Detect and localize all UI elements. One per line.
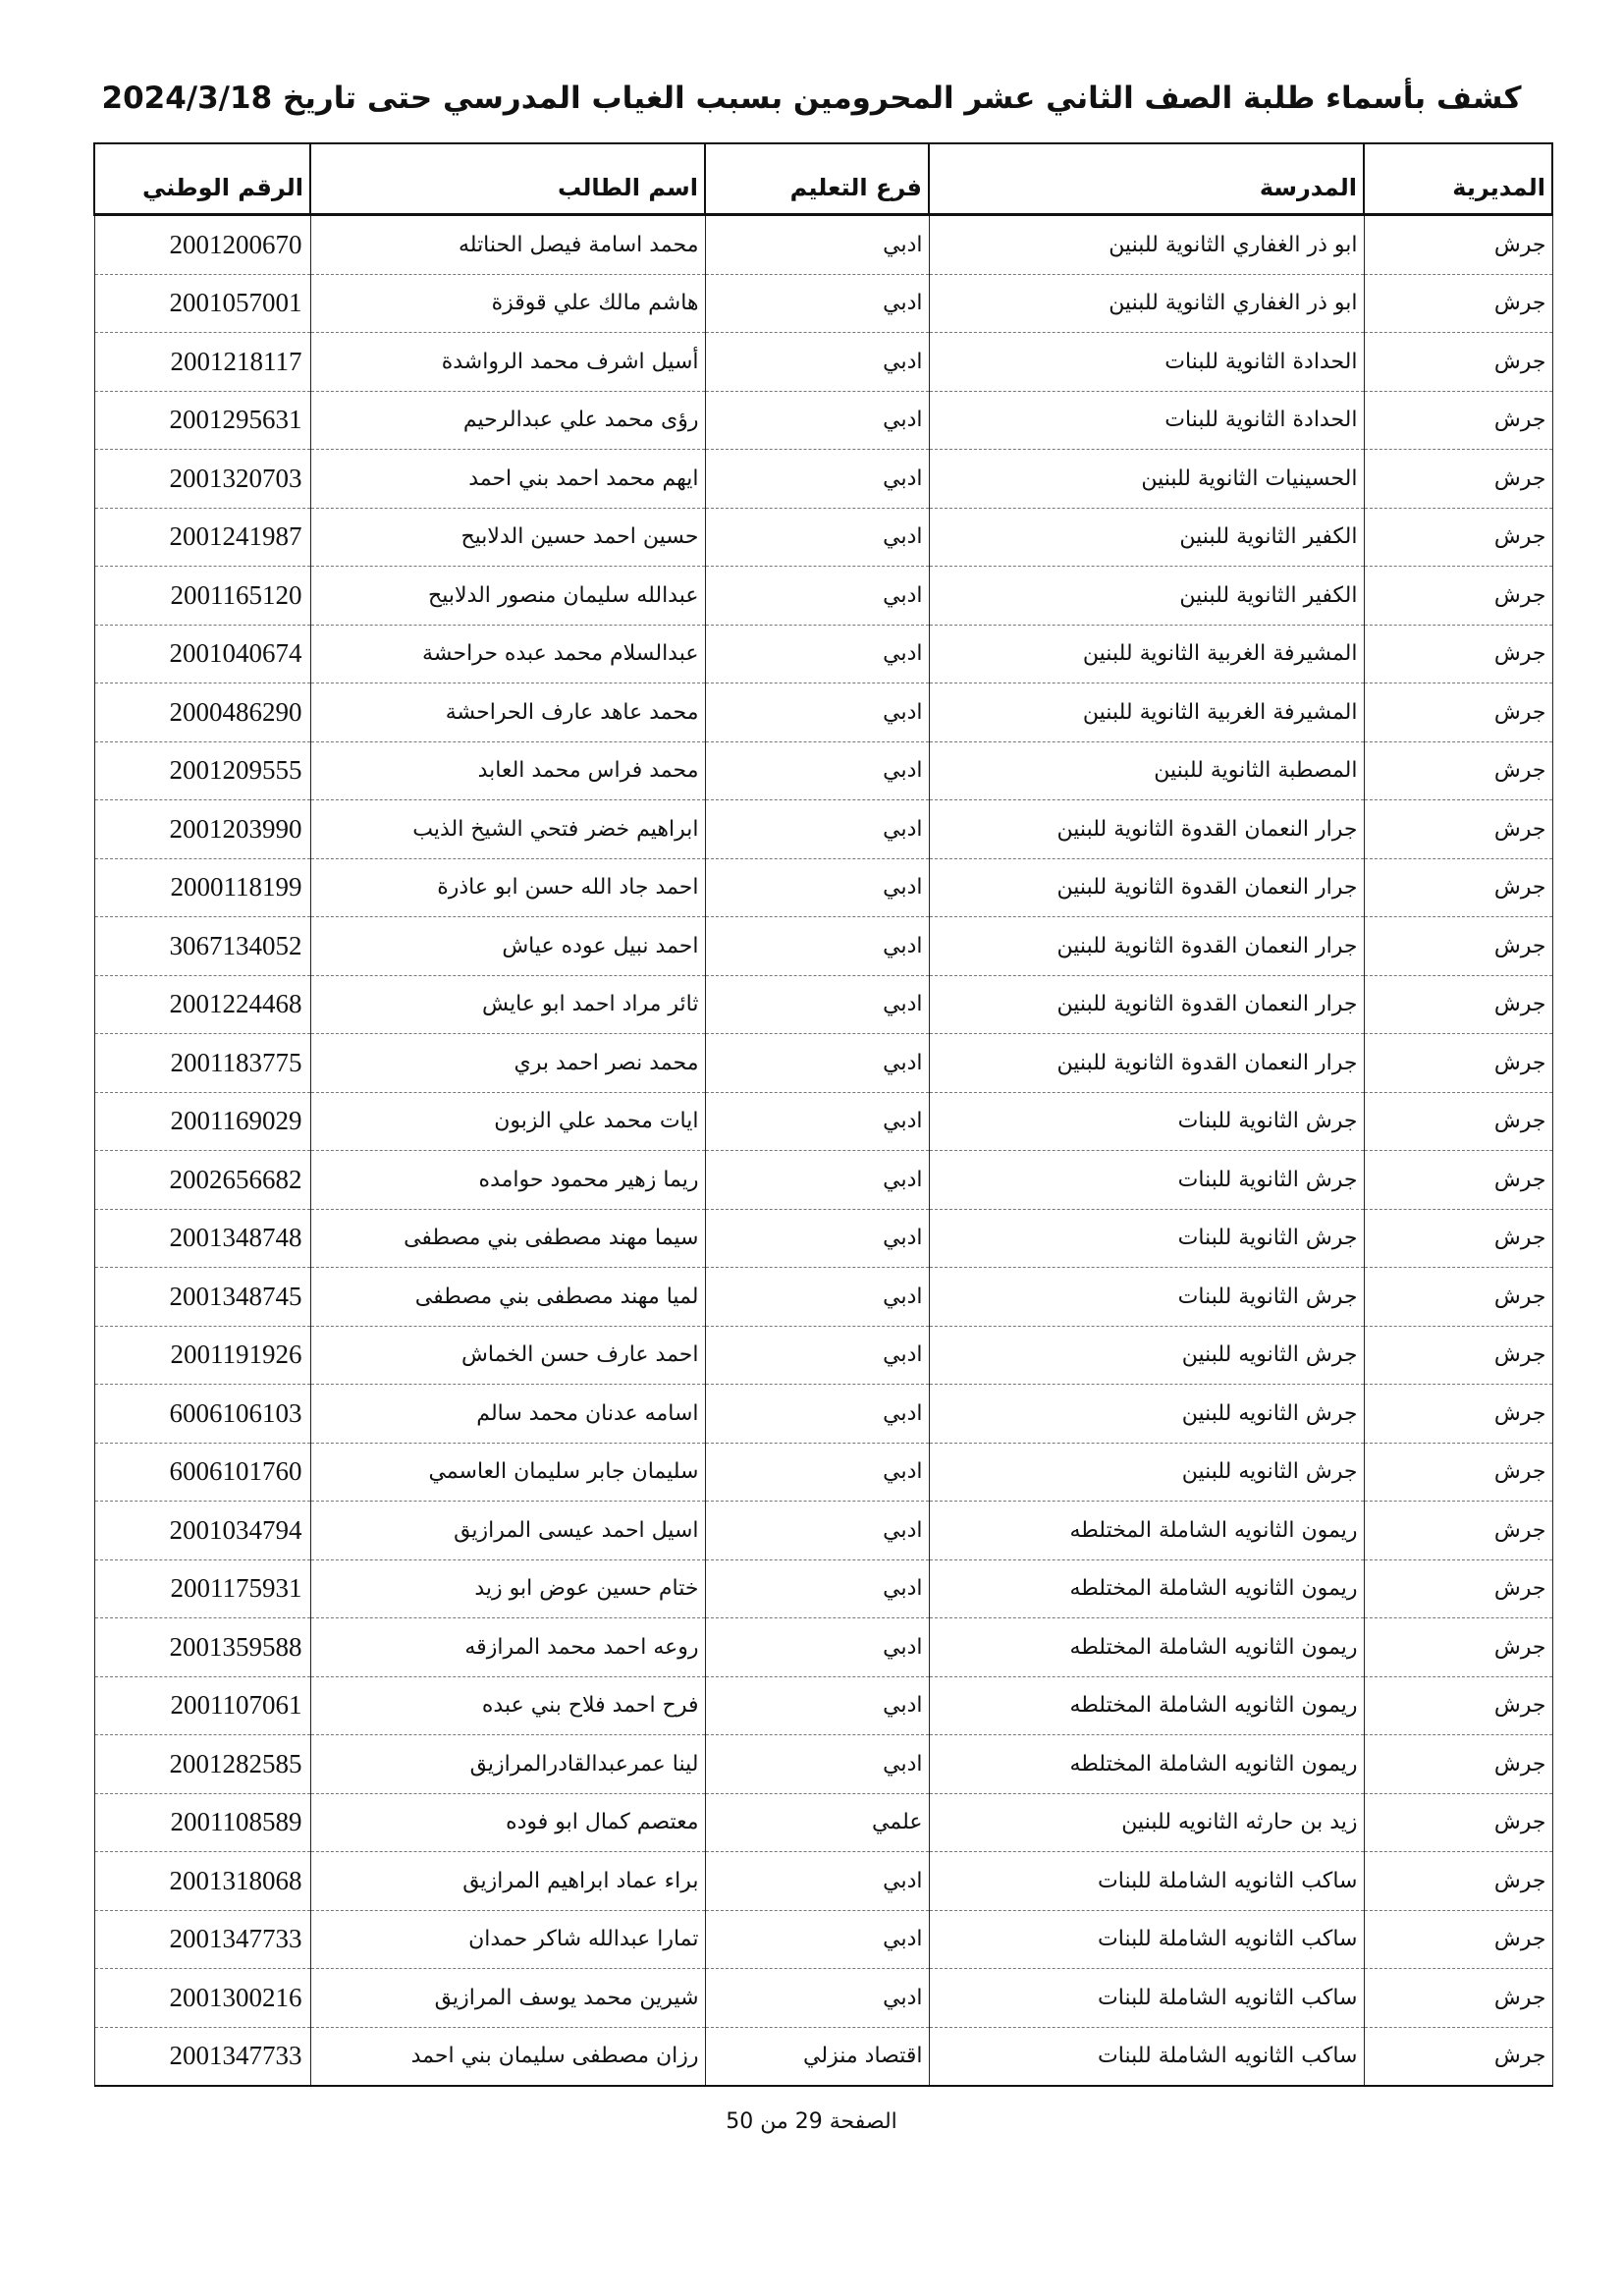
table-row bbox=[94, 975, 1552, 1034]
header-student-name: اسم الطالب bbox=[310, 143, 705, 215]
cell-school: جرش الثانوية للبنات bbox=[929, 1268, 1364, 1327]
cell-national-id: 6006106103 bbox=[94, 1385, 310, 1444]
table-row bbox=[94, 508, 1552, 567]
cell-national-id: 2001040674 bbox=[94, 625, 310, 683]
cell-branch: ادبي bbox=[705, 1910, 929, 1969]
cell-branch: ادبي bbox=[705, 1559, 929, 1618]
cell-national-id: 2001224468 bbox=[94, 975, 310, 1034]
cell-student-name: عبدالله سليمان منصور الدلابيح bbox=[310, 567, 705, 626]
cell-student-name: احمد عارف حسن الخماش bbox=[310, 1326, 705, 1385]
cell-school: الحسينيات الثانوية للبنين bbox=[929, 450, 1364, 509]
cell-branch: ادبي bbox=[705, 1209, 929, 1268]
cell-directorate: جرش bbox=[1364, 1735, 1552, 1794]
cell-national-id: 3067134052 bbox=[94, 917, 310, 976]
cell-directorate: جرش bbox=[1364, 1910, 1552, 1969]
cell-national-id: 2001348745 bbox=[94, 1268, 310, 1327]
page-number: الصفحة 29 من 50 bbox=[726, 2109, 897, 2134]
cell-national-id: 2001203990 bbox=[94, 800, 310, 859]
cell-branch: ادبي bbox=[705, 858, 929, 917]
cell-directorate: جرش bbox=[1364, 1092, 1552, 1151]
table-row bbox=[94, 1268, 1552, 1327]
table-body bbox=[94, 215, 1552, 2087]
cell-student-name: احمد جاد الله حسن ابو عاذرة bbox=[310, 858, 705, 917]
cell-school: جرار النعمان القدوة الثانوية للبنين bbox=[929, 917, 1364, 976]
cell-branch: ادبي bbox=[705, 1502, 929, 1560]
cell-school: جرار النعمان القدوة الثانوية للبنين bbox=[929, 1034, 1364, 1093]
cell-national-id: 2001107061 bbox=[94, 1676, 310, 1735]
cell-directorate: جرش bbox=[1364, 2027, 1552, 2086]
cell-directorate: جرش bbox=[1364, 800, 1552, 859]
cell-branch: ادبي bbox=[705, 567, 929, 626]
cell-student-name: محمد اسامة فيصل الحناتله bbox=[310, 215, 705, 275]
cell-national-id: 2001200670 bbox=[94, 215, 310, 275]
cell-directorate: جرش bbox=[1364, 917, 1552, 976]
cell-student-name: محمد نصر احمد بري bbox=[310, 1034, 705, 1093]
cell-directorate: جرش bbox=[1364, 858, 1552, 917]
cell-school: ابو ذر الغفاري الثانوية للبنين bbox=[929, 274, 1364, 333]
cell-student-name: اسامه عدنان محمد سالم bbox=[310, 1385, 705, 1444]
table-row bbox=[94, 2027, 1552, 2086]
cell-branch: ادبي bbox=[705, 508, 929, 567]
cell-directorate: جرش bbox=[1364, 1969, 1552, 2028]
cell-directorate: جرش bbox=[1364, 975, 1552, 1034]
cell-directorate: جرش bbox=[1364, 1793, 1552, 1852]
table-row bbox=[94, 741, 1552, 800]
cell-school: زيد بن حارثه الثانويه للبنين bbox=[929, 1793, 1364, 1852]
cell-national-id: 2001034794 bbox=[94, 1502, 310, 1560]
table-row bbox=[94, 1676, 1552, 1735]
cell-directorate: جرش bbox=[1364, 391, 1552, 450]
cell-student-name: لميا مهند مصطفى بني مصطفى bbox=[310, 1268, 705, 1327]
cell-national-id: 2001175931 bbox=[94, 1559, 310, 1618]
cell-student-name: فرح احمد فلاح بني عبده bbox=[310, 1676, 705, 1735]
cell-student-name: اسيل احمد عيسى المرازيق bbox=[310, 1502, 705, 1560]
table-row bbox=[94, 1209, 1552, 1268]
cell-school: ريمون الثانويه الشاملة المختلطه bbox=[929, 1676, 1364, 1735]
cell-branch: ادبي bbox=[705, 741, 929, 800]
cell-directorate: جرش bbox=[1364, 1209, 1552, 1268]
cell-school: جرش الثانويه للبنين bbox=[929, 1385, 1364, 1444]
table-row bbox=[94, 1852, 1552, 1911]
cell-branch: ادبي bbox=[705, 917, 929, 976]
cell-school: ساكب الثانويه الشاملة للبنات bbox=[929, 1852, 1364, 1911]
header-directorate: المديرية bbox=[1364, 143, 1552, 215]
cell-school: جرار النعمان القدوة الثانوية للبنين bbox=[929, 800, 1364, 859]
cell-directorate: جرش bbox=[1364, 1852, 1552, 1911]
table-row bbox=[94, 391, 1552, 450]
cell-student-name: لينا عمرعبدالقادرالمرازيق bbox=[310, 1735, 705, 1794]
cell-school: ريمون الثانويه الشاملة المختلطه bbox=[929, 1618, 1364, 1677]
cell-national-id: 2000118199 bbox=[94, 858, 310, 917]
cell-national-id: 2001108589 bbox=[94, 1793, 310, 1852]
cell-student-name: معتصم كمال ابو فوده bbox=[310, 1793, 705, 1852]
page-title: كشف بأسماء طلبة الصف الثاني عشر المحرومين بسبب الغياب المدرسي حتى تاريخ 2024/3/18 bbox=[101, 81, 1522, 116]
cell-branch: ادبي bbox=[705, 1268, 929, 1327]
cell-branch: ادبي bbox=[705, 1969, 929, 2028]
cell-national-id: 2001300216 bbox=[94, 1969, 310, 2028]
header-branch: فرع التعليم bbox=[705, 143, 929, 215]
cell-directorate: جرش bbox=[1364, 1151, 1552, 1210]
cell-national-id: 2001359588 bbox=[94, 1618, 310, 1677]
cell-national-id: 2001191926 bbox=[94, 1326, 310, 1385]
cell-directorate: جرش bbox=[1364, 1559, 1552, 1618]
cell-branch: ادبي bbox=[705, 333, 929, 392]
cell-student-name: ابراهيم خضر فتحي الشيخ الذيب bbox=[310, 800, 705, 859]
cell-branch: علمي bbox=[705, 1793, 929, 1852]
cell-branch: ادبي bbox=[705, 1151, 929, 1210]
cell-directorate: جرش bbox=[1364, 1326, 1552, 1385]
cell-national-id: 2001318068 bbox=[94, 1852, 310, 1911]
table-row bbox=[94, 1034, 1552, 1093]
cell-national-id: 2000486290 bbox=[94, 683, 310, 742]
cell-national-id: 2001183775 bbox=[94, 1034, 310, 1093]
table-row bbox=[94, 625, 1552, 683]
table-row bbox=[94, 1559, 1552, 1618]
cell-student-name: براء عماد ابراهيم المرازيق bbox=[310, 1852, 705, 1911]
table-row bbox=[94, 1793, 1552, 1852]
cell-branch: ادبي bbox=[705, 683, 929, 742]
table-row bbox=[94, 333, 1552, 392]
cell-student-name: سليمان جابر سليمان العاسمي bbox=[310, 1443, 705, 1502]
cell-school: الحدادة الثانوية للبنات bbox=[929, 333, 1364, 392]
cell-school: جرش الثانوية للبنات bbox=[929, 1209, 1364, 1268]
cell-school: جرار النعمان القدوة الثانوية للبنين bbox=[929, 858, 1364, 917]
table-row bbox=[94, 1618, 1552, 1677]
cell-national-id: 2001295631 bbox=[94, 391, 310, 450]
header-school: المدرسة bbox=[929, 143, 1364, 215]
cell-student-name: محمد عاهد عارف الحراحشة bbox=[310, 683, 705, 742]
cell-student-name: احمد نبيل عوده عياش bbox=[310, 917, 705, 976]
table-row bbox=[94, 567, 1552, 626]
table-row bbox=[94, 1910, 1552, 1969]
cell-branch: ادبي bbox=[705, 450, 929, 509]
cell-student-name: شيرين محمد يوسف المرازيق bbox=[310, 1969, 705, 2028]
cell-national-id: 2001209555 bbox=[94, 741, 310, 800]
cell-branch: ادبي bbox=[705, 1385, 929, 1444]
table-row bbox=[94, 800, 1552, 859]
cell-branch: ادبي bbox=[705, 1443, 929, 1502]
cell-student-name: ختام حسين عوض ابو زيد bbox=[310, 1559, 705, 1618]
cell-branch: ادبي bbox=[705, 1034, 929, 1093]
cell-directorate: جرش bbox=[1364, 274, 1552, 333]
cell-national-id: 2002656682 bbox=[94, 1151, 310, 1210]
cell-branch: ادبي bbox=[705, 975, 929, 1034]
cell-directorate: جرش bbox=[1364, 1676, 1552, 1735]
table-row bbox=[94, 1326, 1552, 1385]
cell-student-name: هاشم مالك علي قوقزة bbox=[310, 274, 705, 333]
cell-school: ابو ذر الغفاري الثانوية للبنين bbox=[929, 215, 1364, 275]
cell-school: جرش الثانويه للبنين bbox=[929, 1443, 1364, 1502]
cell-directorate: جرش bbox=[1364, 1385, 1552, 1444]
table-row bbox=[94, 917, 1552, 976]
cell-branch: ادبي bbox=[705, 1676, 929, 1735]
cell-branch: ادبي bbox=[705, 1092, 929, 1151]
cell-school: جرش الثانويه للبنين bbox=[929, 1326, 1364, 1385]
cell-national-id: 2001169029 bbox=[94, 1092, 310, 1151]
cell-branch: ادبي bbox=[705, 1618, 929, 1677]
cell-student-name: ريما زهير محمود حوامده bbox=[310, 1151, 705, 1210]
cell-student-name: ثائر مراد احمد ابو عايش bbox=[310, 975, 705, 1034]
cell-school: جرش الثانوية للبنات bbox=[929, 1151, 1364, 1210]
cell-school: الحدادة الثانوية للبنات bbox=[929, 391, 1364, 450]
cell-national-id: 2001282585 bbox=[94, 1735, 310, 1794]
cell-student-name: أسيل اشرف محمد الرواشدة bbox=[310, 333, 705, 392]
cell-school: ريمون الثانويه الشاملة المختلطه bbox=[929, 1559, 1364, 1618]
table-row bbox=[94, 1151, 1552, 1210]
cell-school: جرار النعمان القدوة الثانوية للبنين bbox=[929, 975, 1364, 1034]
cell-national-id: 2001165120 bbox=[94, 567, 310, 626]
cell-school: ساكب الثانويه الشاملة للبنات bbox=[929, 2027, 1364, 2086]
students-table bbox=[93, 142, 1553, 2087]
cell-school: ريمون الثانويه الشاملة المختلطه bbox=[929, 1502, 1364, 1560]
cell-national-id: 2001320703 bbox=[94, 450, 310, 509]
cell-national-id: 2001347733 bbox=[94, 2027, 310, 2086]
cell-branch: ادبي bbox=[705, 1852, 929, 1911]
cell-directorate: جرش bbox=[1364, 1268, 1552, 1327]
table-row bbox=[94, 1092, 1552, 1151]
cell-national-id: 2001057001 bbox=[94, 274, 310, 333]
cell-branch: ادبي bbox=[705, 1735, 929, 1794]
cell-student-name: عبدالسلام محمد عبده حراحشة bbox=[310, 625, 705, 683]
cell-school: الكفير الثانوية للبنين bbox=[929, 508, 1364, 567]
cell-national-id: 2001218117 bbox=[94, 333, 310, 392]
table-row bbox=[94, 1969, 1552, 2028]
cell-school: الكفير الثانوية للبنين bbox=[929, 567, 1364, 626]
cell-school: المشيرفة الغربية الثانوية للبنين bbox=[929, 625, 1364, 683]
cell-directorate: جرش bbox=[1364, 683, 1552, 742]
cell-directorate: جرش bbox=[1364, 567, 1552, 626]
cell-branch: ادبي bbox=[705, 274, 929, 333]
cell-directorate: جرش bbox=[1364, 450, 1552, 509]
table-row bbox=[94, 1735, 1552, 1794]
cell-school: ساكب الثانويه الشاملة للبنات bbox=[929, 1910, 1364, 1969]
cell-student-name: سيما مهند مصطفى بني مصطفى bbox=[310, 1209, 705, 1268]
cell-branch: ادبي bbox=[705, 1326, 929, 1385]
cell-branch: ادبي bbox=[705, 800, 929, 859]
cell-directorate: جرش bbox=[1364, 741, 1552, 800]
cell-national-id: 2001241987 bbox=[94, 508, 310, 567]
table-row bbox=[94, 215, 1552, 275]
cell-directorate: جرش bbox=[1364, 1443, 1552, 1502]
cell-student-name: تمارا عبدالله شاكر حمدان bbox=[310, 1910, 705, 1969]
cell-student-name: محمد فراس محمد العابد bbox=[310, 741, 705, 800]
header-national-id: الرقم الوطني bbox=[94, 143, 310, 215]
cell-branch: ادبي bbox=[705, 391, 929, 450]
table-row bbox=[94, 1502, 1552, 1560]
cell-national-id: 6006101760 bbox=[94, 1443, 310, 1502]
cell-national-id: 2001347733 bbox=[94, 1910, 310, 1969]
table-row bbox=[94, 858, 1552, 917]
cell-branch: اقتصاد منزلي bbox=[705, 2027, 929, 2086]
table-row bbox=[94, 274, 1552, 333]
table-row bbox=[94, 1385, 1552, 1444]
cell-national-id: 2001348748 bbox=[94, 1209, 310, 1268]
cell-branch: ادبي bbox=[705, 215, 929, 275]
cell-student-name: رؤى محمد علي عبدالرحيم bbox=[310, 391, 705, 450]
cell-school: المشيرفة الغربية الثانوية للبنين bbox=[929, 683, 1364, 742]
cell-directorate: جرش bbox=[1364, 333, 1552, 392]
cell-student-name: ايهم محمد احمد بني احمد bbox=[310, 450, 705, 509]
table-row bbox=[94, 683, 1552, 742]
cell-directorate: جرش bbox=[1364, 1034, 1552, 1093]
cell-school: جرش الثانوية للبنات bbox=[929, 1092, 1364, 1151]
table-header-row bbox=[94, 143, 1552, 215]
cell-student-name: ايات محمد علي الزبون bbox=[310, 1092, 705, 1151]
cell-directorate: جرش bbox=[1364, 625, 1552, 683]
cell-directorate: جرش bbox=[1364, 1502, 1552, 1560]
table-row bbox=[94, 450, 1552, 509]
table-row bbox=[94, 1443, 1552, 1502]
cell-school: ساكب الثانويه الشاملة للبنات bbox=[929, 1969, 1364, 2028]
cell-school: ريمون الثانويه الشاملة المختلطه bbox=[929, 1735, 1364, 1794]
cell-school: المصطبة الثانوية للبنين bbox=[929, 741, 1364, 800]
cell-student-name: رزان مصطفى سليمان بني احمد bbox=[310, 2027, 705, 2086]
cell-student-name: حسين احمد حسين الدلابيح bbox=[310, 508, 705, 567]
cell-directorate: جرش bbox=[1364, 1618, 1552, 1677]
cell-branch: ادبي bbox=[705, 625, 929, 683]
cell-student-name: روعه احمد محمد المرازقه bbox=[310, 1618, 705, 1677]
cell-directorate: جرش bbox=[1364, 508, 1552, 567]
cell-directorate: جرش bbox=[1364, 215, 1552, 275]
